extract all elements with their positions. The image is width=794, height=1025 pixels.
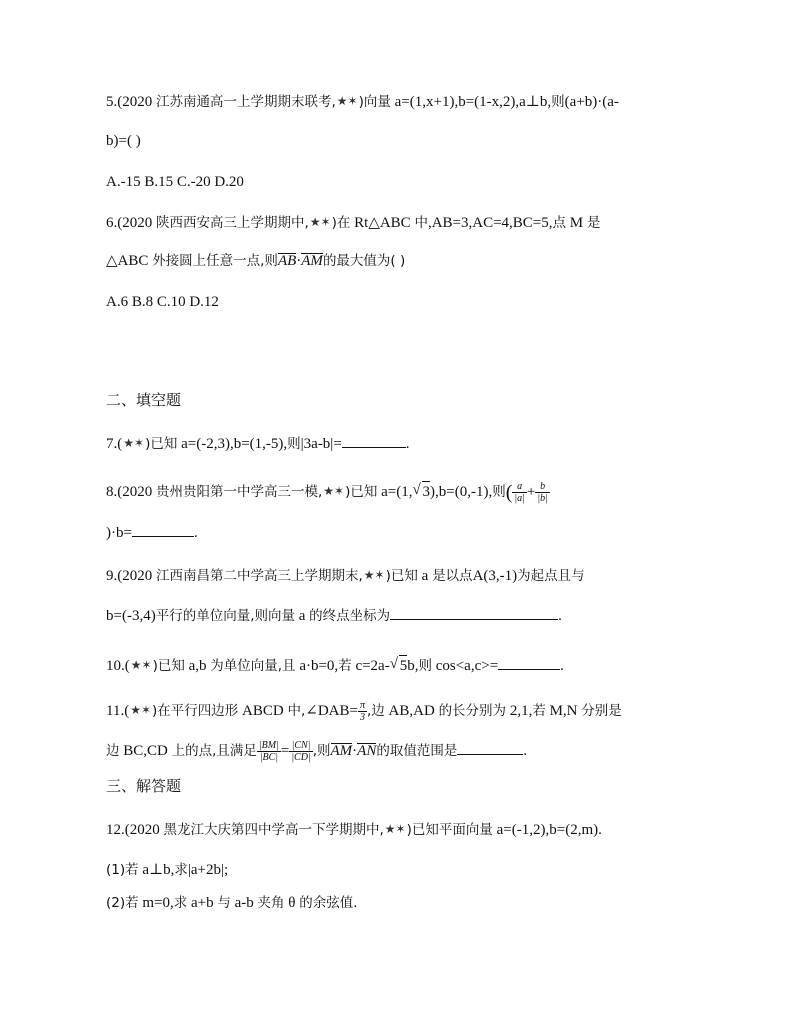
q8-line2-text: )·b= [106, 525, 132, 541]
q12-part2 [106, 893, 358, 913]
q9-line1 [106, 566, 585, 586]
q9-line2 [106, 605, 562, 626]
q9-line2-text: 平行的单位向量,则向量 [155, 608, 295, 624]
q9-line2-math: b=(-3,4) [106, 608, 156, 624]
q5-prefix: 5.(2020 [106, 94, 153, 110]
q11-ruo: 若 [532, 702, 546, 719]
q9-point: A(3,-1) [472, 568, 518, 584]
q7-mid: )已知 [145, 436, 178, 452]
q5-then: 则 [551, 94, 565, 110]
answer-blank[interactable] [390, 605, 558, 620]
q6-zhong: 中 [414, 215, 428, 231]
q5-line1 [106, 92, 619, 112]
q12-prefix: 12.(2020 [106, 822, 160, 838]
section-solution-heading: 三、解答题 [106, 777, 182, 795]
fraction-bm-over-bc [257, 740, 281, 763]
q10-math3: b, [407, 658, 419, 674]
q8-end: . [193, 525, 198, 541]
q10-prefix: 10.( [106, 658, 130, 674]
q10-mid: )已知 [152, 658, 185, 674]
q9-line2-a: a [298, 608, 306, 624]
open-paren: ( [505, 481, 513, 504]
q9-source: 江西南昌第二中学高三上学期期末, [156, 568, 363, 584]
q12-p2-yu: 与 [217, 895, 231, 911]
q7-math: a=(-2,3),b=(1,-5), [181, 436, 288, 452]
frac-num: a [512, 481, 527, 493]
vector-an: AN [357, 743, 377, 759]
fraction-a-over-norm-a [512, 481, 527, 504]
frac-num: |CN| [289, 740, 312, 752]
difficulty-star-icon: ★✶ [130, 702, 152, 717]
q11-mn: M,N [549, 702, 578, 719]
q11-prefix: 11.( [106, 702, 130, 719]
q12-source: 黑龙江大庆第四中学高一下学期期中, [163, 822, 384, 838]
q11-line2-text: 上的点,且满足 [171, 743, 257, 759]
sqrt-3: √ 3 [422, 481, 431, 502]
q8-line2 [106, 522, 198, 543]
q10-ab: a,b [188, 658, 207, 674]
q11-zhong: 中, [287, 702, 306, 719]
q9-text2: 为起点且与 [517, 568, 585, 584]
q8-then: 则 [492, 484, 506, 500]
dot-operator: · [352, 743, 358, 759]
q12-part1 [106, 860, 228, 880]
q12-p2-text: 夹角 [257, 895, 285, 911]
frac-den: |a| [514, 493, 525, 505]
q12-p2-theta: θ [288, 895, 296, 911]
difficulty-star-icon: ★✶ [309, 215, 331, 229]
q6-mid: )在 [331, 215, 351, 231]
q11-abcd: ABCD [242, 702, 284, 719]
frac-den: |BC| [259, 752, 279, 764]
frac-num: b [535, 481, 550, 493]
q6-tri: △ABC [106, 253, 149, 269]
q6-math1: Rt△ABC [354, 215, 411, 231]
difficulty-star-icon: ★✶ [384, 822, 406, 836]
q8-math2: ),b=(0,-1), [430, 484, 493, 500]
answer-blank[interactable] [132, 522, 194, 537]
q10-text1: 为单位向量,且 [210, 658, 296, 674]
fraction-b-over-norm-b [535, 481, 550, 504]
q7-then: 则 [287, 436, 301, 452]
q7-ask: |3a-b|= [300, 436, 342, 452]
q9-line2-end: 的终点坐标为 [309, 608, 391, 624]
q7-prefix: 7.( [106, 436, 123, 452]
q5-source: 江苏南通高一上学期期末联考, [156, 94, 336, 110]
vector-ab: AB [277, 253, 297, 269]
q9-end: . [558, 608, 562, 624]
q11-mid: )在平行四边形 [152, 702, 239, 719]
q7-line [106, 433, 410, 454]
q11-bccd: BC,CD [123, 743, 168, 759]
q10-end: . [560, 658, 564, 674]
q12-p1-ask: |a+2b|; [187, 862, 229, 878]
q5-line2: b)=( ) [106, 133, 141, 149]
difficulty-star-icon: ★✶ [323, 484, 345, 498]
difficulty-star-icon: ★✶ [363, 568, 385, 582]
q6-source: 陕西西安高三上学期期中, [156, 215, 309, 231]
vector-am: AM [301, 253, 323, 269]
q10-ask: cos<a,c>= [435, 658, 499, 674]
q11-sides: AB,AD [388, 702, 435, 719]
dot-operator: · [296, 253, 302, 269]
q12-mid: )已知平面向量 [406, 822, 493, 838]
answer-blank[interactable] [457, 740, 523, 755]
equals-sign: = [280, 743, 290, 759]
fraction-cn-over-cd [289, 740, 312, 763]
q11-text1: ,边 [367, 702, 385, 719]
q9-text1: 是以点 [432, 568, 473, 584]
q8-mid: )已知 [345, 484, 378, 500]
frac-den: |CD| [291, 752, 311, 764]
q5-options: A.-15 B.15 C.-20 D.20 [106, 174, 244, 190]
q12-p1-qiu: 求 [174, 862, 188, 878]
q11-comma-then: ,则 [312, 743, 331, 759]
q11-angle: ∠DAB= [305, 702, 358, 719]
q11-text3: 分别是 [581, 702, 622, 719]
frac-num: π [359, 700, 365, 711]
q9-prefix: 9.(2020 [106, 568, 153, 584]
q6-line2 [106, 251, 405, 271]
q5-tail: (a+b)·(a- [564, 94, 619, 110]
q6-dian: 点 [552, 215, 567, 231]
frac-den: 3 [359, 712, 365, 723]
vector-am: AM [330, 743, 353, 759]
q6-m: M [569, 215, 584, 231]
q12-line1 [106, 820, 602, 840]
q11-line1 [106, 700, 622, 723]
q12-p2-apb: a+b [191, 895, 214, 911]
difficulty-star-icon: ★✶ [336, 94, 358, 108]
q8-line1 [106, 481, 550, 504]
q11-bian: 边 [106, 743, 120, 759]
q10-then: 则 [418, 658, 432, 674]
q8-math1: a=(1, [381, 484, 413, 500]
sqrt-5: √ 5 [399, 655, 408, 676]
q12-p1-math: a⊥b, [142, 862, 175, 878]
q12-math: a=(-1,2),b=(2,m). [496, 822, 602, 838]
q12-p2-end: 的余弦值. [299, 895, 358, 911]
q10-math2: c=2a- [355, 658, 390, 674]
q9-mid: )已知 [385, 568, 418, 584]
q12-p2-label: (2)若 [106, 895, 139, 911]
q11-end: . [523, 743, 528, 759]
q5-mid: )向量 [358, 94, 391, 110]
difficulty-star-icon: ★✶ [123, 436, 145, 450]
q11-text2: 的长分别为 [438, 702, 507, 719]
q6-line2-text: 外接圆上任意一点,则 [152, 253, 278, 269]
q12-p1-label: (1)若 [106, 862, 139, 878]
q12-p2-amb: a-b [234, 895, 254, 911]
q11-line2 [106, 740, 527, 763]
q11-lens: 2,1, [509, 702, 533, 719]
q12-p2-math: m=0, [142, 895, 174, 911]
difficulty-star-icon: ★✶ [130, 658, 152, 672]
q6-prefix: 6.(2020 [106, 215, 153, 231]
q10-line [106, 655, 564, 676]
q6-line1 [106, 213, 600, 233]
frac-den: |b| [537, 493, 548, 505]
q9-a: a [421, 568, 429, 584]
q12-p2-qiu: 求 [173, 895, 188, 911]
q6-math2: ,AB=3,AC=4,BC=5, [427, 215, 553, 231]
q6-line2-end: 的最大值为( ) [322, 253, 406, 269]
q6-options: A.6 B.8 C.10 D.12 [106, 294, 219, 310]
answer-blank[interactable] [498, 655, 560, 670]
frac-num: |BM| [258, 740, 279, 752]
q10-ruo: 若 [338, 658, 352, 674]
q8-prefix: 8.(2020 [106, 484, 153, 500]
fraction-pi-over-3 [358, 700, 367, 723]
answer-blank[interactable] [342, 433, 406, 448]
q5-math: a=(1,x+1),b=(1-x,2),a⊥b, [394, 94, 552, 110]
q11-line2-end: 的取值范围是 [376, 743, 458, 759]
q10-math1: a·b=0, [299, 658, 339, 674]
plus-sign: + [526, 484, 536, 500]
section-fill-in-heading: 二、填空题 [106, 391, 182, 409]
q7-end: . [405, 436, 410, 452]
q8-source: 贵州贵阳第一中学高三一模, [156, 484, 323, 500]
q6-shi: 是 [586, 215, 601, 231]
